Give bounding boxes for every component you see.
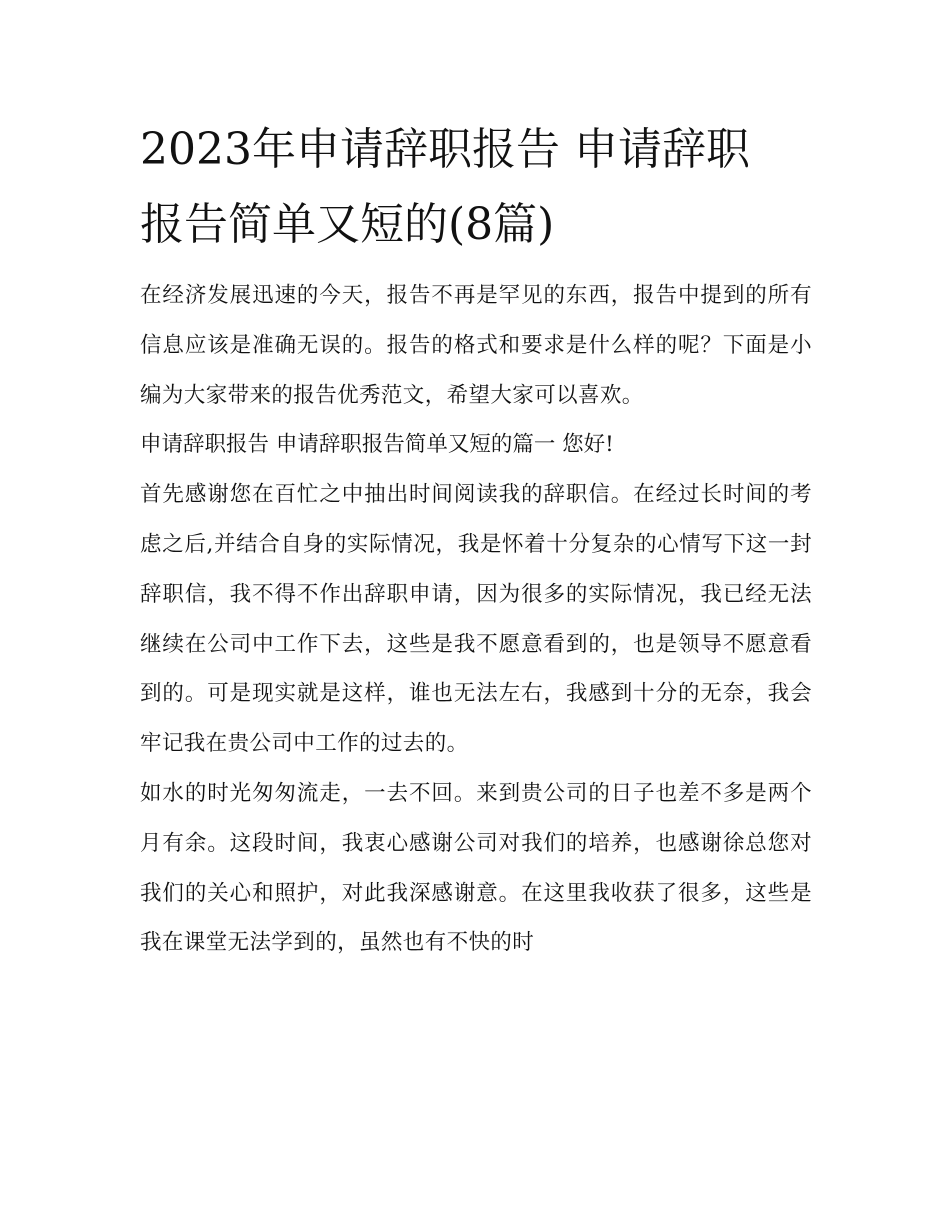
intro-paragraph: 在经济发展迅速的今天，报告不再是罕见的东西，报告中提到的所有信息应该是准确无误的。报告的格式和要求是什么样的呢？下面是小编为大家带来的报告优秀范文，希望大家可以喜欢。 (140, 283, 812, 408)
document-title: 2023年申请辞职报告 申请辞职报告简单又短的(8篇) (140, 124, 750, 250)
document-body (140, 112, 812, 968)
body-paragraph: 如水的时光匆匆流走，一去不回。来到贵公司的日子也差不多是两个月有余。这段时间，我衷心感谢公司对我们的培养，也感谢徐总您对我们的关心和照护，对此我深感谢意。在这里我收获了很多，这些是我在课堂无法学到的，虽然也有不快的时 (140, 780, 812, 956)
body-paragraph: 首先感谢您在百忙之中抽出时间阅读我的辞职信。在经过长时间的考虑之后,并结合自身的实际情况，我是怀着十分复杂的心情写下这一封辞职信，我不得不作出辞职申请，因为很多的实际情况，我已经无法继续在公司中工作下去，这些是我不愿意看到的，也是领导不愿意看到的。可是现实就是这样，谁也无法左右，我感到十分的无奈，我会牢记我在贵公司中工作的过去的。 (140, 482, 812, 757)
section-heading-paragraph: 申请辞职报告 申请辞职报告简单又短的篇一 您好! (140, 432, 614, 458)
